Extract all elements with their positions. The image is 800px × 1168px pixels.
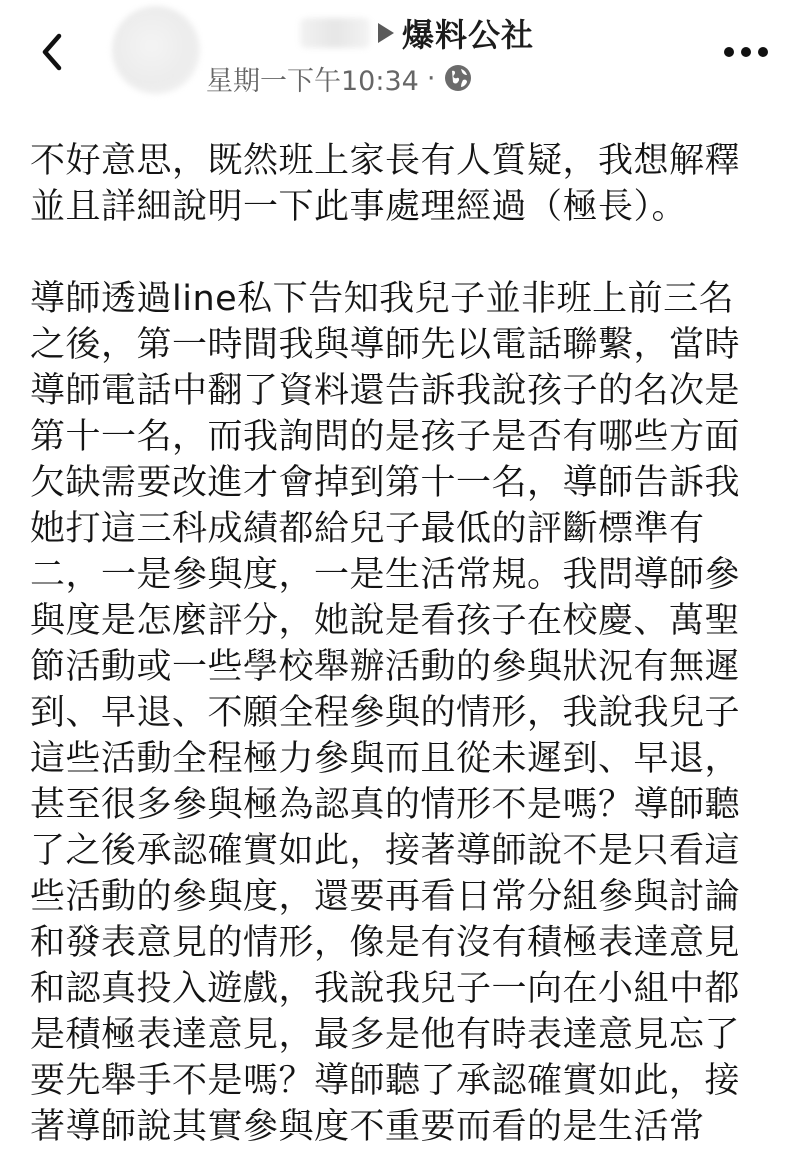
post-text-line: 導師電話中翻了資料還告訴我說孩子的名次是 [30, 371, 741, 411]
post-body [30, 138, 775, 1150]
post-text-line: 了之後承認確實如此，接著導師說不是只看這 [30, 831, 741, 871]
back-button[interactable] [30, 24, 74, 80]
triangle-right-icon [376, 21, 396, 45]
post-meta [206, 58, 473, 98]
meta-separator: · [426, 62, 436, 94]
post-text-line: 這些活動全程極力參與而且從未遲到、早退， [30, 739, 741, 779]
post-text-line: 節活動或一些學校舉辦活動的參與狀況有無遲 [30, 647, 741, 687]
globe-icon [443, 63, 473, 93]
author-name-blurred[interactable] [300, 18, 370, 48]
post-text-line: 導師透過line私下告知我兒子並非班上前三名 [30, 279, 735, 319]
paragraph [30, 138, 775, 230]
post-text-line: 之後，第一時間我與導師先以電話聯繫，當時 [30, 325, 741, 365]
post-text-line: 是積極表達意見，最多是他有時表達意見忘了 [30, 1015, 741, 1055]
post-text-line: 並且詳細說明一下此事處理經過（極長）。 [30, 187, 688, 227]
more-dots-icon [723, 46, 769, 58]
post-timestamp[interactable]: 星期一下午10:34 [206, 65, 419, 97]
post-text-line: 她打這三科成績都給兒子最低的評斷標準有 [30, 509, 705, 549]
post-text-line: 和認真投入遊戲，我說我兒子一向在小組中都 [30, 969, 741, 1009]
post-text-line: 和發表意見的情形，像是有沒有積極表達意見 [30, 923, 741, 963]
post-header [0, 0, 800, 110]
chevron-left-icon [39, 32, 65, 72]
post-text-line: 不好意思，既然班上家長有人質疑，我想解釋 [30, 141, 741, 181]
post-text-line: 欠缺需要改進才會掉到第十一名，導師告訴我 [30, 463, 741, 503]
post-text-line: 到、早退、不願全程參與的情形，我說我兒子 [30, 693, 741, 733]
post-text-line: 甚至很多參與極為認真的情形不是嗎？導師聽 [30, 785, 741, 825]
more-options-button[interactable] [718, 32, 774, 72]
author-row [300, 8, 534, 58]
paragraph [30, 276, 775, 1150]
post-text-line: 第十一名，而我詢問的是孩子是否有哪些方面 [30, 417, 741, 457]
group-name[interactable]: 爆料公社 [402, 16, 535, 54]
post-text-line: 著導師說其實參與度不重要而看的是生活常 [30, 1107, 705, 1147]
post-text-line: 些活動的參與度，還要再看日常分組參與討論 [30, 877, 741, 917]
paragraph-gap [30, 230, 775, 276]
avatar[interactable] [112, 6, 200, 94]
post-text-line: 與度是怎麼評分，她說是看孩子在校慶、萬聖 [30, 601, 741, 641]
post-text-line: 二，一是參與度，一是生活常規。我問導師參 [30, 555, 741, 595]
post-text-line: 要先舉手不是嗎？導師聽了承認確實如此，接 [30, 1061, 741, 1101]
